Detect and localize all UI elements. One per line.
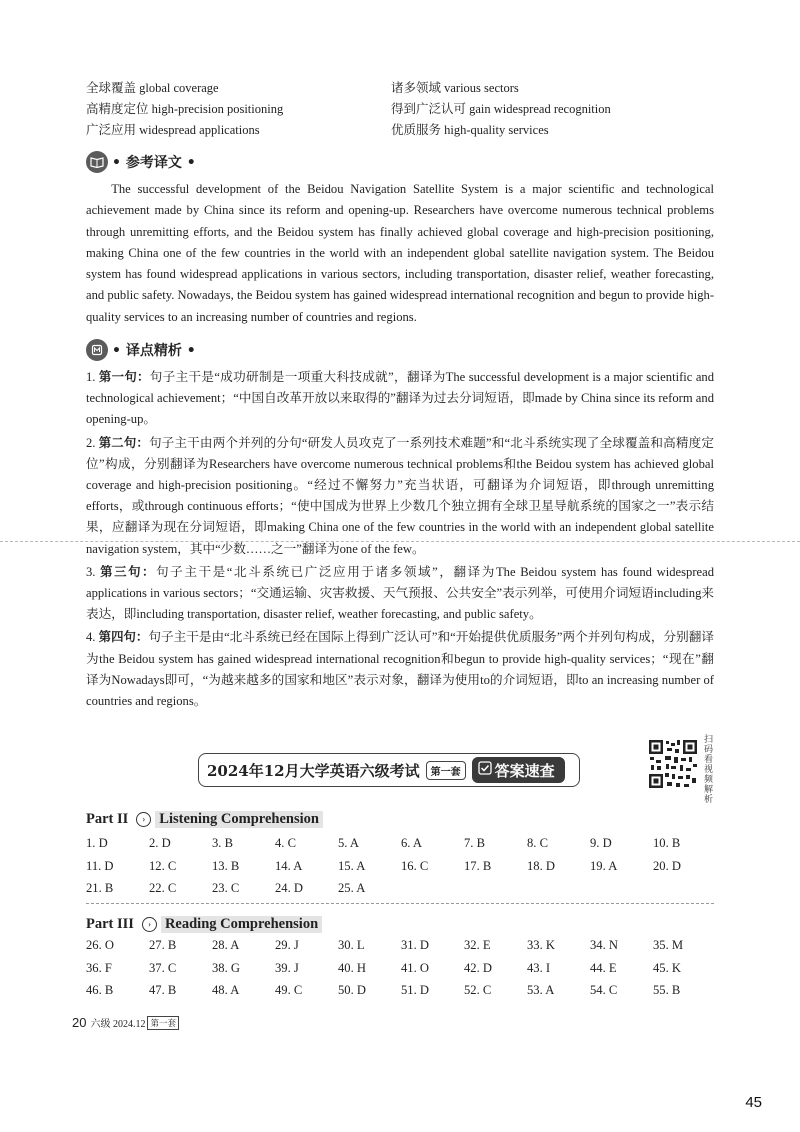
- page-fold-line: [0, 541, 800, 542]
- note-text: 句子主干是“北斗系统已广泛应用于诸多领域”，翻译为The Beidou system has found widespread applications in various sectors；“交通运输、灾害救援、天气预报、公共安全”表示列举，可使用介词短语including来表达，即including transportation, disaster relief, weather forecasting, and public safety。: [86, 564, 714, 622]
- answer: 41. O: [401, 960, 429, 975]
- pdf-page-number: 45: [745, 1094, 762, 1111]
- part3-answers: [86, 934, 716, 1002]
- answer: 32. E: [464, 938, 491, 952]
- footer-page-number: 20: [72, 1015, 87, 1030]
- play-circle-icon: ›: [136, 812, 151, 827]
- answer: 50. D: [338, 983, 366, 997]
- translation-section-title: • 参考译文 •: [112, 155, 196, 171]
- page-footer: [72, 1015, 179, 1030]
- answer: 51. D: [401, 983, 429, 997]
- answer-row: [86, 957, 716, 980]
- vocab-row: [86, 120, 726, 141]
- answer: 29. J: [275, 938, 299, 952]
- part2-title: Listening Comprehension: [155, 811, 323, 828]
- answer-row: [86, 934, 716, 957]
- vocab-row: [86, 78, 726, 99]
- answer: 49. C: [275, 983, 303, 997]
- answer: 52. C: [464, 983, 492, 997]
- answer: 10. B: [653, 836, 681, 850]
- answer: 35. M: [653, 938, 684, 952]
- note-text: 句子主干由两个并列的分句“研发人员攻克了一系列技术难题”和“北斗系统实现了全球覆盖和高精度定位”构成，分别翻译为Researchers have overcome numerous technical problems和the Beidou system has achieved global coverage and high-precision positioning。“经过不懈努力”充当状语，可翻译为介词短语，即through unremitting efforts，或through continuous efforts；“使中国成为世界上少数几个独立拥有全球卫星导航系统的国家之一”表示结果，应翻译为现在分词短语，即making China one of the few countries in the world with an independent global satellite navigation system，其中“少数……之一”翻译为one of the few。: [86, 435, 715, 556]
- note-lead: 第一句：: [98, 369, 150, 384]
- answer: 42. D: [464, 960, 492, 975]
- answer: 40. H: [338, 960, 366, 975]
- answer: 26. O: [86, 938, 114, 952]
- part2-header: [86, 808, 323, 830]
- part3-header: [86, 913, 322, 935]
- set-tag: 第一套: [426, 761, 466, 780]
- answer: 15. A: [338, 858, 366, 873]
- answer: 4. C: [275, 836, 296, 850]
- vocab-item: 高精度定位 high-precision positioning: [86, 102, 284, 116]
- answer-row: [86, 979, 716, 1002]
- vocab-item: 得到广泛认可 gain widespread recognition: [391, 102, 611, 116]
- answer: 14. A: [275, 858, 303, 873]
- note-icon: [86, 339, 108, 361]
- answer: 12. C: [149, 858, 177, 873]
- answer: 38. G: [212, 960, 240, 975]
- answer: 53. A: [527, 983, 555, 997]
- answer: 20. D: [653, 858, 681, 873]
- answer-key-banner: [198, 753, 580, 787]
- exam-title: 2024年12月大学英语六级考试: [207, 761, 420, 780]
- answer-row: [86, 832, 716, 855]
- reference-translation: The successful development of the Beidou Navigation Satellite System is a major scientific and technological achievement made by China since its reform and opening-up. Researchers have overcome numerous technical problems through unremitting efforts, and the Beidou system has finally achieved global coverage and high-precision positioning, making China one of the few countries in the world with an independent global satellite navigation system. The Beidou system has found widespread applications in various sectors, including transportation, disaster relief, weather forecasting, and public safety. Nowadays, the Beidou system has gained widespread international recognition and begun to provide high-quality services to an increasing number of countries and regions.: [86, 182, 715, 324]
- answer: 3. B: [212, 836, 233, 850]
- vocab-item: 诸多领域 various sectors: [391, 81, 519, 95]
- answer: 45. K: [653, 960, 681, 975]
- answer: 1. D: [86, 836, 108, 850]
- answer: 5. A: [338, 836, 359, 850]
- play-circle-icon: ›: [142, 917, 157, 932]
- part3-label: Part III: [86, 915, 134, 932]
- answer: 55. B: [653, 983, 681, 997]
- note-lead: 第三句：: [100, 563, 156, 579]
- footer-tag: 第一套: [147, 1016, 179, 1030]
- quick-answer-label: [472, 757, 565, 783]
- qr-code-icon[interactable]: [647, 738, 699, 790]
- answer: 43. I: [527, 960, 551, 975]
- answer: 30. L: [338, 938, 365, 952]
- section-divider: [86, 903, 714, 904]
- book-icon: [86, 151, 108, 173]
- vocabulary-list: [86, 78, 726, 141]
- answer: 44. E: [590, 960, 617, 975]
- part2-answers: [86, 832, 716, 900]
- footer-text: 六级 2024.12: [90, 1019, 146, 1030]
- answer: 39. J: [275, 960, 299, 975]
- answer: 28. A: [212, 938, 240, 952]
- answer: 33. K: [527, 938, 555, 952]
- note-item: [86, 626, 714, 712]
- answer: 9. D: [590, 836, 612, 850]
- part3-title: Reading Comprehension: [161, 916, 322, 933]
- notes-section-header: [86, 338, 196, 362]
- answer: 48. A: [212, 983, 240, 997]
- answer-row: [86, 877, 716, 900]
- note-number: 4.: [86, 630, 96, 645]
- note-text: 句子主干是“成功研制是一项重大科技成就”，翻译为The successful development is a major scientific and technological achievement；“中国自改革开放以来取得的”翻译为过去分词短语，即made by China since its reform and opening-up。: [86, 370, 714, 427]
- answer: 23. C: [212, 881, 240, 895]
- answer: 24. D: [275, 881, 303, 895]
- answer: 25. A: [338, 881, 366, 895]
- part2-label: Part II: [86, 810, 129, 827]
- translation-section-header: [86, 150, 196, 174]
- qr-caption: 扫码看视频解析: [704, 735, 714, 805]
- vocab-item: 广泛应用 widespread applications: [86, 123, 260, 137]
- answer: 54. C: [590, 983, 618, 997]
- answer: 37. C: [149, 960, 177, 975]
- answer: 8. C: [527, 836, 548, 850]
- note-number: 1.: [86, 370, 96, 384]
- answer: 11. D: [86, 858, 114, 873]
- answer: 34. N: [590, 938, 618, 952]
- translation-notes: [86, 366, 714, 713]
- answer: 7. B: [464, 836, 485, 850]
- answer: 6. A: [401, 836, 422, 850]
- answer: 19. A: [590, 858, 618, 873]
- answer: 27. B: [149, 938, 177, 952]
- note-lead: 第二句：: [98, 434, 149, 450]
- note-item: [86, 366, 714, 431]
- notes-section-title: • 译点精析 •: [112, 343, 196, 359]
- note-number: 2.: [86, 435, 96, 450]
- answer: 13. B: [212, 858, 240, 873]
- check-box-icon: [478, 761, 492, 779]
- answer: 36. F: [86, 960, 112, 975]
- answer: 31. D: [401, 938, 429, 952]
- answer: 21. B: [86, 881, 114, 895]
- note-text: 句子主干是由“北斗系统已经在国际上得到广泛认可”和“开始提供优质服务”两个并列句构成，分别翻译为the Beidou system has gained widespread international recognition和begun to provide high-quality services；“现在”翻译为Nowadays即可，“为越来越多的国家和地区”表示对象，翻译为使用to的介词短语，即to an increasing number of countries and regions。: [86, 630, 714, 709]
- answer: 17. B: [464, 858, 492, 873]
- vocab-item: 优质服务 high-quality services: [391, 123, 549, 137]
- answer: 22. C: [149, 881, 177, 895]
- answer: 47. B: [149, 983, 177, 997]
- answer-row: [86, 855, 716, 878]
- quick-answer-text: 答案速查: [494, 761, 555, 780]
- note-lead: 第四句：: [98, 629, 149, 645]
- answer: 16. C: [401, 858, 429, 873]
- answer: 18. D: [527, 858, 555, 873]
- vocab-row: [86, 99, 726, 120]
- vocab-item: 全球覆盖 global coverage: [86, 81, 219, 95]
- note-number: 3.: [86, 564, 96, 579]
- note-item: [86, 561, 714, 626]
- answer: 46. B: [86, 983, 114, 997]
- answer: 2. D: [149, 836, 171, 850]
